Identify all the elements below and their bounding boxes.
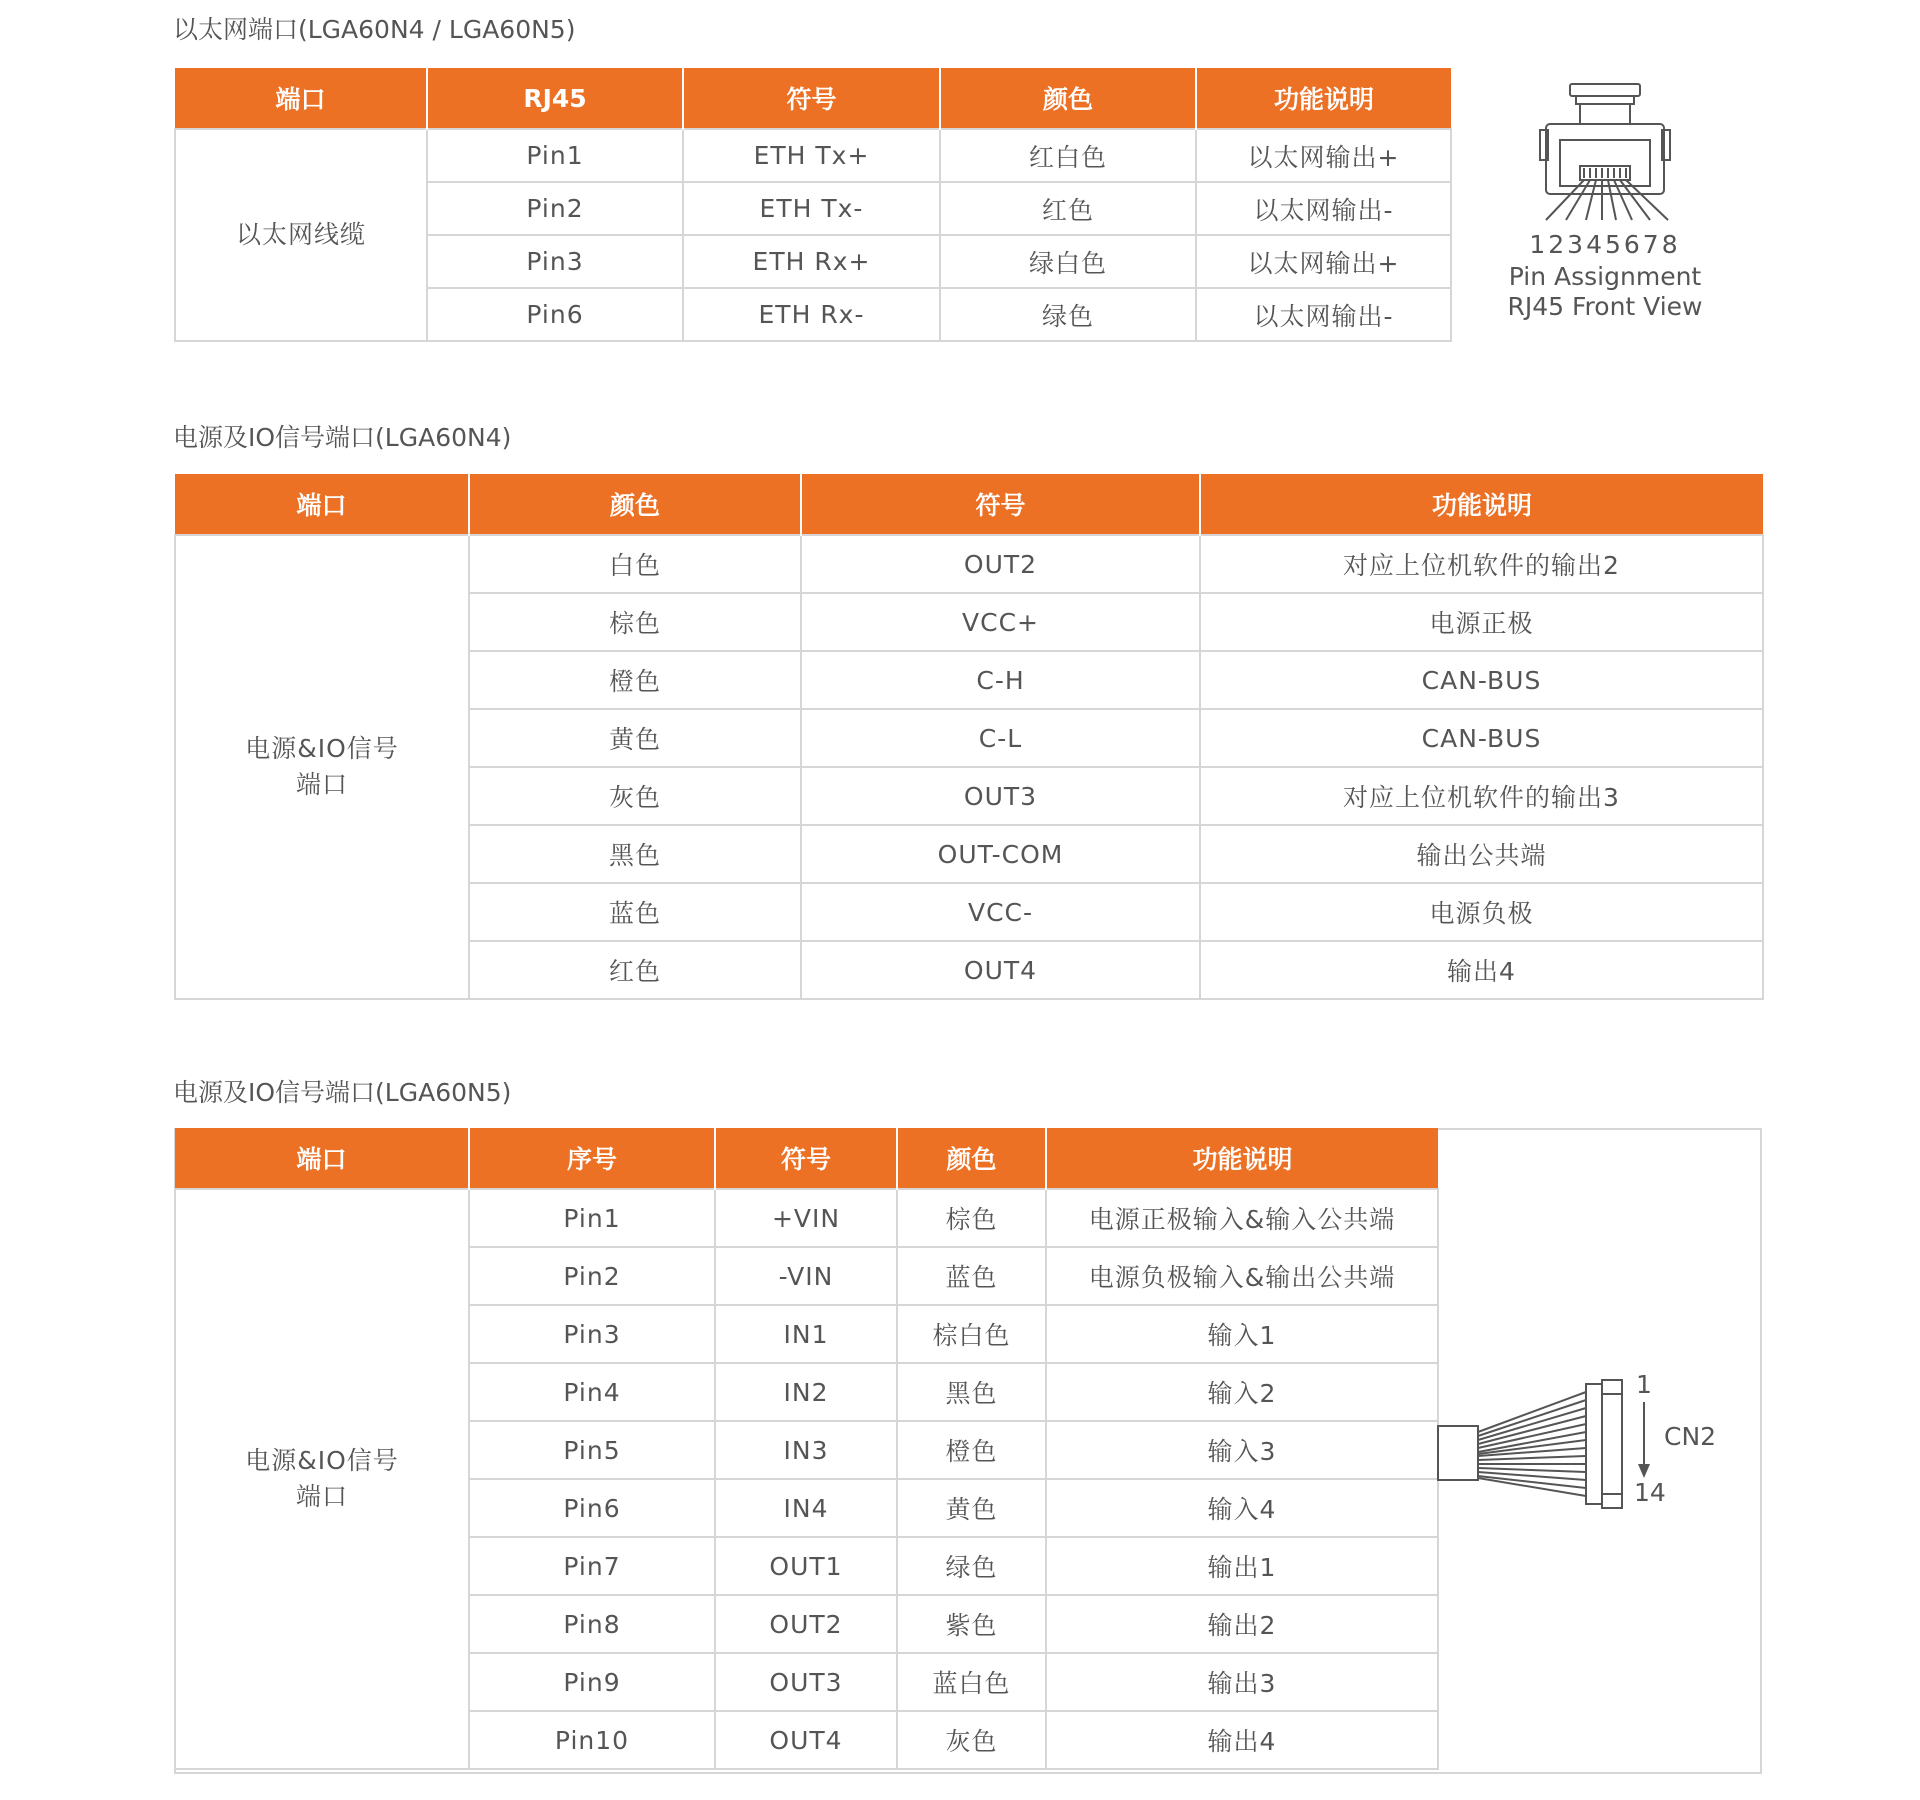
table-row: [175, 535, 1763, 593]
power-n5-table: [174, 1128, 1439, 1770]
cable-connector-icon: [1436, 1370, 1636, 1530]
cell-function: 对应上位机软件的输出2: [1200, 535, 1763, 593]
cell-function: CAN-BUS: [1200, 709, 1763, 767]
cell-function: 对应上位机软件的输出3: [1200, 767, 1763, 825]
cell-symbol: OUT4: [801, 941, 1200, 999]
cell-pin: Pin7: [469, 1537, 715, 1595]
cell-symbol: OUT2: [715, 1595, 897, 1653]
cn2-last-pin-label: 14: [1634, 1478, 1666, 1507]
cell-pin: Pin3: [469, 1305, 715, 1363]
cell-symbol: OUT2: [801, 535, 1200, 593]
rj45-pin-assignment-figure: [1480, 78, 1730, 338]
table-header-row: [175, 1128, 1438, 1189]
cell-color: 橙色: [897, 1421, 1046, 1479]
cell-color: 绿白色: [940, 235, 1196, 288]
cell-pin: Pin4: [469, 1363, 715, 1421]
cn2-connector-label: CN2: [1664, 1422, 1717, 1451]
cell-pin: Pin6: [427, 288, 683, 341]
cell-function: 输出3: [1046, 1653, 1438, 1711]
cell-symbol: ETH Tx-: [683, 182, 940, 235]
header-color: 颜色: [940, 68, 1196, 129]
cell-symbol: IN3: [715, 1421, 897, 1479]
cell-color: 黑色: [897, 1363, 1046, 1421]
port-label-line2: 端口: [295, 770, 348, 799]
cell-color: 橙色: [469, 651, 801, 709]
cell-function: 以太网输出-: [1196, 182, 1451, 235]
cell-pin: Pin3: [427, 235, 683, 288]
table-header-row: [175, 68, 1451, 129]
header-color: 颜色: [469, 474, 801, 535]
cell-function: 输出公共端: [1200, 825, 1763, 883]
table-row: [175, 1189, 1438, 1247]
cell-color: 绿色: [897, 1537, 1046, 1595]
cell-pin: Pin9: [469, 1653, 715, 1711]
rj45-caption-front-view: RJ45 Front View: [1507, 292, 1703, 321]
cell-function: CAN-BUS: [1200, 651, 1763, 709]
power-n4-section-title: 电源及IO信号端口(LGA60N4): [173, 423, 512, 452]
cell-symbol: ETH Rx+: [683, 235, 940, 288]
cell-function: 输出4: [1046, 1711, 1438, 1769]
header-function: 功能说明: [1196, 68, 1451, 129]
header-function: 功能说明: [1046, 1128, 1438, 1189]
cell-symbol: ETH Rx-: [683, 288, 940, 341]
ethernet-section-title: 以太网端口(LGA60N4 / LGA60N5): [173, 15, 576, 44]
cell-color: 棕色: [897, 1189, 1046, 1247]
cell-color: 棕色: [469, 593, 801, 651]
cell-symbol: OUT1: [715, 1537, 897, 1595]
cell-pin: Pin2: [469, 1247, 715, 1305]
cell-function: 输入2: [1046, 1363, 1438, 1421]
header-color: 颜色: [897, 1128, 1046, 1189]
cell-symbol: VCC-: [801, 883, 1200, 941]
cell-symbol: ETH Tx+: [683, 129, 940, 182]
port-cell: [175, 535, 469, 999]
cell-function: 电源正极: [1200, 593, 1763, 651]
cell-color: 灰色: [469, 767, 801, 825]
cell-color: 灰色: [897, 1711, 1046, 1769]
cell-pin: Pin8: [469, 1595, 715, 1653]
cell-color: 红白色: [940, 129, 1196, 182]
cell-function: 电源负极输入&输出公共端: [1046, 1247, 1438, 1305]
cell-symbol: OUT3: [801, 767, 1200, 825]
cell-function: 输入1: [1046, 1305, 1438, 1363]
cell-pin: Pin6: [469, 1479, 715, 1537]
cell-symbol: -VIN: [715, 1247, 897, 1305]
header-function: 功能说明: [1200, 474, 1763, 535]
rj45-pin-numbers: 12345678: [1529, 230, 1681, 259]
table-header-row: [175, 474, 1763, 535]
cell-color: 红色: [940, 182, 1196, 235]
rj45-caption-assignment: Pin Assignment: [1508, 262, 1702, 291]
header-symbol: 符号: [801, 474, 1200, 535]
power-n4-table: [174, 474, 1764, 1000]
cell-function: 输出1: [1046, 1537, 1438, 1595]
ethernet-table: [174, 68, 1452, 342]
cell-function: 电源正极输入&输入公共端: [1046, 1189, 1438, 1247]
header-symbol: 符号: [715, 1128, 897, 1189]
header-port: 端口: [175, 474, 469, 535]
cell-symbol: IN4: [715, 1479, 897, 1537]
header-port: 端口: [175, 68, 427, 129]
cell-pin: Pin1: [427, 129, 683, 182]
header-port: 端口: [175, 1128, 469, 1189]
cell-color: 黄色: [469, 709, 801, 767]
cell-color: 蓝色: [469, 883, 801, 941]
cell-function: 以太网输出+: [1196, 235, 1451, 288]
cell-function: 以太网输出-: [1196, 288, 1451, 341]
header-rj45: RJ45: [427, 68, 683, 129]
cell-function: 输入3: [1046, 1421, 1438, 1479]
cell-symbol: C-H: [801, 651, 1200, 709]
port-label-line1: 电源&IO信号: [245, 733, 399, 763]
cell-function: 输出4: [1200, 941, 1763, 999]
cell-pin: Pin10: [469, 1711, 715, 1769]
cell-function: 输出2: [1046, 1595, 1438, 1653]
table-row: [175, 129, 1451, 182]
header-symbol: 符号: [683, 68, 940, 129]
cell-pin: Pin2: [427, 182, 683, 235]
cn2-first-pin-label: 1: [1636, 1370, 1652, 1399]
cell-color: 棕白色: [897, 1305, 1046, 1363]
cell-symbol: OUT4: [715, 1711, 897, 1769]
cell-function: 输入4: [1046, 1479, 1438, 1537]
cell-color: 蓝色: [897, 1247, 1046, 1305]
cell-symbol: OUT-COM: [801, 825, 1200, 883]
cell-symbol: VCC+: [801, 593, 1200, 651]
cell-symbol: +VIN: [715, 1189, 897, 1247]
cell-function: 电源负极: [1200, 883, 1763, 941]
cell-color: 绿色: [940, 288, 1196, 341]
cell-color: 紫色: [897, 1595, 1046, 1653]
cn2-connector-figure: [1436, 1370, 1726, 1530]
header-index: 序号: [469, 1128, 715, 1189]
power-n5-section-title: 电源及IO信号端口(LGA60N5): [173, 1078, 512, 1107]
cell-pin: Pin1: [469, 1189, 715, 1247]
cell-symbol: OUT3: [715, 1653, 897, 1711]
cell-pin: Pin5: [469, 1421, 715, 1479]
cell-color: 蓝白色: [897, 1653, 1046, 1711]
cell-color: 白色: [469, 535, 801, 593]
rj45-connector-icon: [1480, 78, 1730, 228]
port-cell: [175, 1189, 469, 1769]
cell-symbol: C-L: [801, 709, 1200, 767]
port-label-line2: 端口: [295, 1482, 348, 1511]
cell-symbol: IN2: [715, 1363, 897, 1421]
cell-symbol: IN1: [715, 1305, 897, 1363]
cell-color: 黄色: [897, 1479, 1046, 1537]
port-cell: 以太网线缆: [175, 129, 427, 341]
cell-color: 黑色: [469, 825, 801, 883]
cell-color: 红色: [469, 941, 801, 999]
cell-function: 以太网输出+: [1196, 129, 1451, 182]
port-label-line1: 电源&IO信号: [245, 1445, 399, 1475]
down-arrow-icon: [1634, 1400, 1654, 1480]
